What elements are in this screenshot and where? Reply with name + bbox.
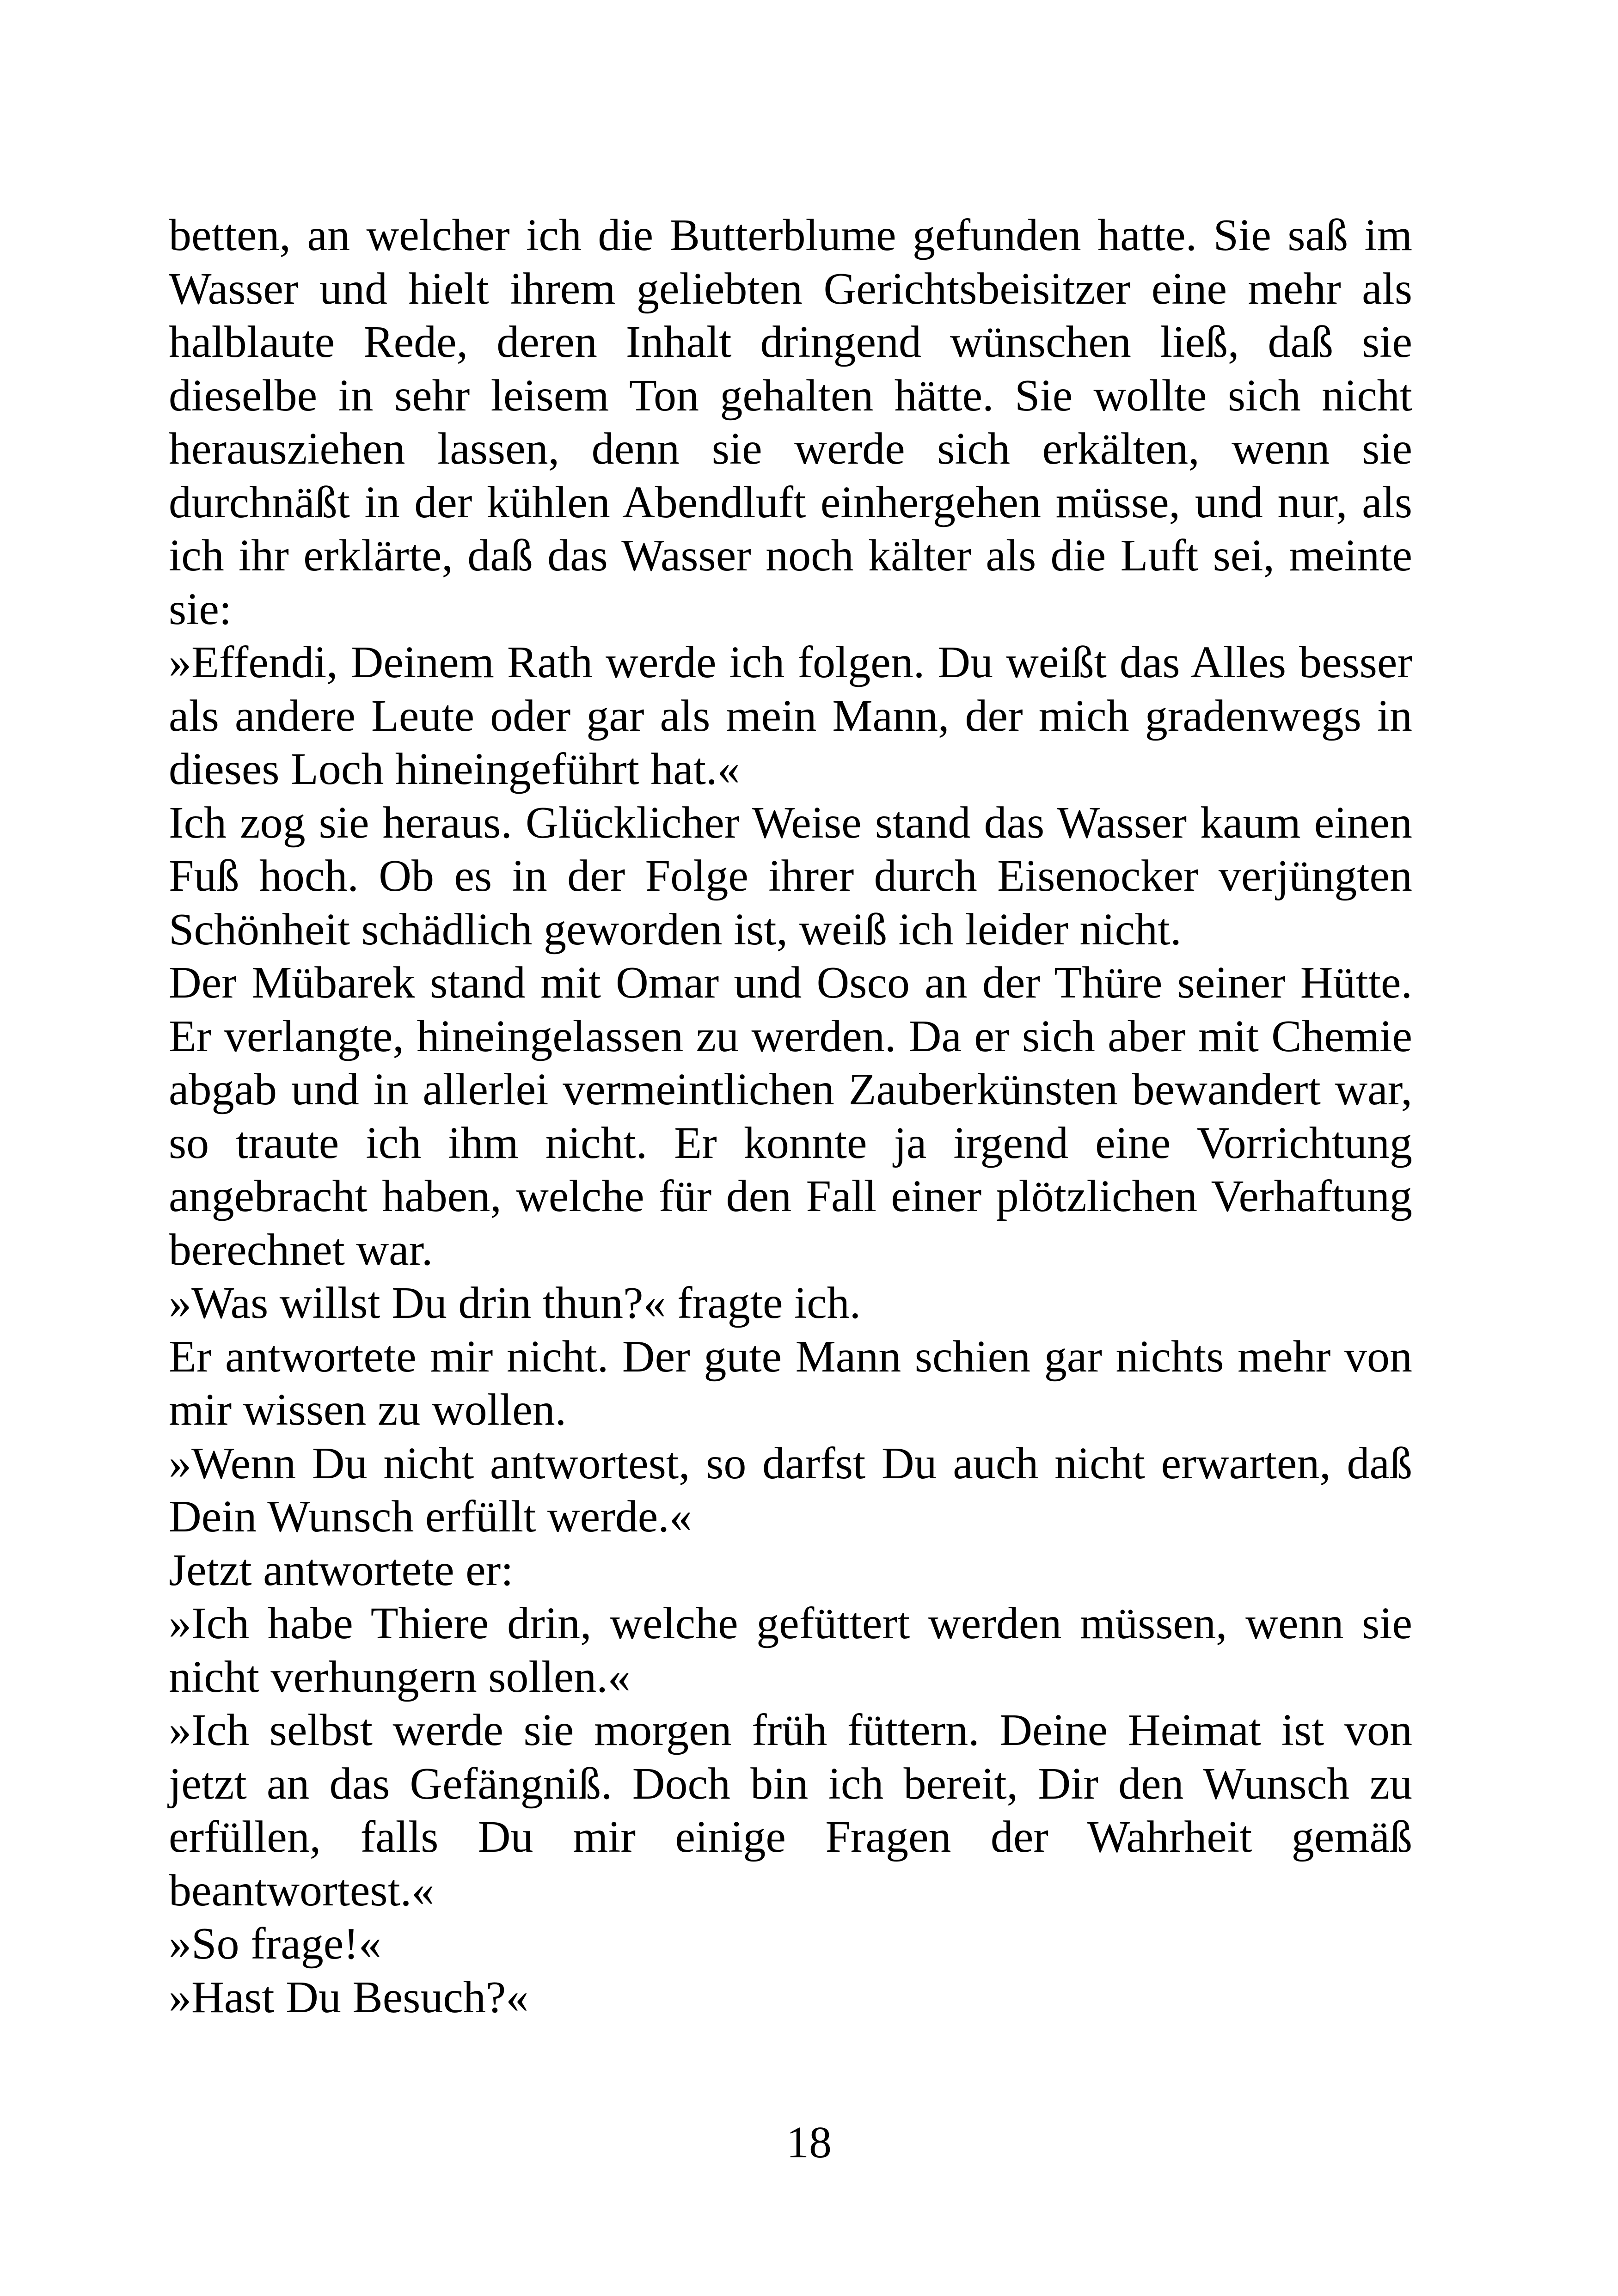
page-number: 18 <box>786 2118 832 2167</box>
body-text <box>169 209 1412 2024</box>
paragraph-10: »Ich selbst werde sie morgen früh füttern. Deine Heimat ist von jetzt an das Gefängniß. Doch bin ich bereit, Dir den Wunsch zu erfüllen, falls Du mir einige Fragen der Wahrheit gemäß beantwortest.« <box>169 1705 1412 1916</box>
paragraph-7: »Wenn Du nicht antwortest, so darfst Du auch nicht erwarten, daß Dein Wunsch erfüllt werde.« <box>169 1438 1412 1542</box>
paragraph-3: Ich zog sie heraus. Glücklicher Weise stand das Wasser kaum einen Fuß hoch. Ob es in der Folge ihrer durch Eisenocker verjüngten Schönheit schädlich geworden ist, weiß ich leider nicht. <box>169 797 1412 955</box>
paragraph-5: »Was willst Du drin thun?« fragte ich. <box>169 1278 861 1328</box>
paragraph-11: »So frage!« <box>169 1919 381 1969</box>
paragraph-9: »Ich habe Thiere drin, welche gefüttert werden müssen, wenn sie nicht verhungern sollen.« <box>169 1598 1412 1702</box>
paragraph-12: »Hast Du Besuch?« <box>169 1972 529 2022</box>
paragraph-1: betten, an welcher ich die Butterblume gefunden hatte. Sie saß im Wasser und hielt ihrem geliebten Gerichtsbeisitzer eine mehr als halblaute Rede, deren Inhalt dringend wünschen ließ, daß sie dieselbe in sehr leisem Ton gehalten hätte. Sie wollte sich nicht herausziehen lassen, denn sie werde sich erkälten, wenn sie durchnäßt in der kühlen Abendluft einhergehen müsse, und nur, als ich ihr erklärte, daß das Wasser noch kälter als die Luft sei, meinte sie: <box>169 210 1412 634</box>
paragraph-8: Jetzt antwortete er: <box>169 1545 514 1595</box>
paragraph-6: Er antwortete mir nicht. Der gute Mann schien gar nichts mehr von mir wissen zu wollen. <box>169 1331 1412 1435</box>
paragraph-4: Der Mübarek stand mit Omar und Osco an der Thüre seiner Hütte. Er verlangte, hineingelassen zu werden. Da er sich aber mit Chemie abgab und in allerlei vermeintlichen Zauberkünsten bewandert war, so traute ich ihm nicht. Er konnte ja irgend eine Vorrichtung angebracht haben, welche für den Fall einer plötzlichen Verhaftung berechnet war. <box>169 958 1412 1275</box>
paragraph-2: »Effendi, Deinem Rath werde ich folgen. Du weißt das Alles besser als andere Leute oder gar als mein Mann, der mich gradenwegs in dieses Loch hineingeführt hat.« <box>169 637 1412 794</box>
